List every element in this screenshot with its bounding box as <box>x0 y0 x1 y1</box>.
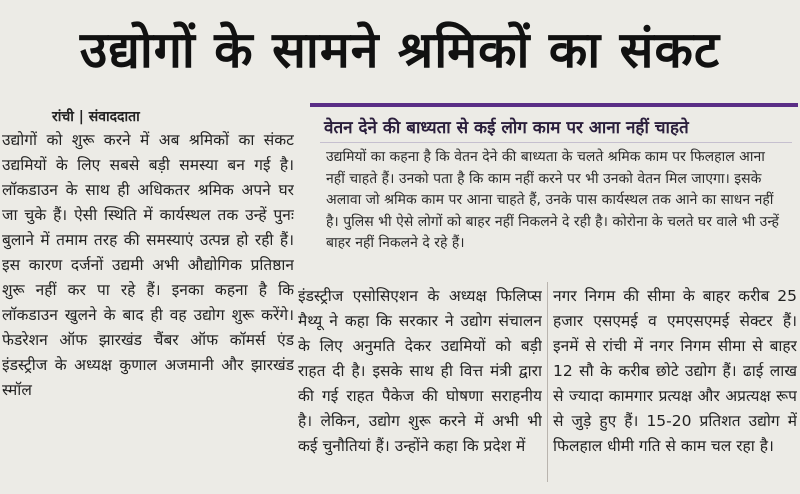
right-column <box>553 284 797 494</box>
highlight-box-title: वेतन देने की बाध्यता से कई लोग काम पर आना नहीं चाहते <box>324 118 689 138</box>
right-paragraph: नगर निगम की सीमा के बाहर करीब 25 हजार एसएमई व एमएसएमई सेक्टर हैं। इनमें से रांची में नगर निगम सीमा से बाहर 12 सौ के करीब छोटे उद्योग हैं। ढाई लाख से ज्यादा कामगार प्रत्यक्ष और अप्रत्यक्ष रूप से जुड़े हुए हैं। 15-20 प्रतिशत उद्योग में फिलहाल धीमी गति से काम चल रहा है। <box>553 287 797 455</box>
intro-column <box>2 128 294 494</box>
middle-column <box>298 284 542 494</box>
column-divider <box>547 282 548 482</box>
byline: रांची | संवाददाता <box>52 109 140 125</box>
headline: उद्योगों के सामने श्रमिकों का संकट <box>79 20 721 79</box>
highlight-box-text: उद्यमियों का कहना है कि वेतन देने की बाध्यता के चलते श्रमिक काम पर फिलहाल आना नहीं चाहते हैं। उनको पता है कि काम नहीं करने पर भी उनको वेतन मिल जाएगा। इसके अलावा जो श्रमिक काम पर आना चाहते हैं, उनके पास कार्यस्थल तक आने का साधन नहीं है। पुलिस भी ऐसे लोगों को बाहर नहीं निकलने दे रही है। कोरोना के चलते घर वाले भी उन्हें बाहर नहीं निकलने दे रहे हैं। <box>320 142 792 261</box>
intro-paragraph: उद्योगों को शुरू करने में अब श्रमिकों का संकट उद्यमियों के लिए सबसे बड़ी समस्या बन गई है। लॉकडाउन के साथ ही अधिकतर श्रमिक अपने घर जा चुके हैं। ऐसी स्थिति में कार्यस्थल तक उन्हें पुनः बुलाने में तमाम तरह की समस्याएं उत्पन्न हो रही हैं। इस कारण दर्जनों उद्यमी अभी औद्योगिक प्रतिष्ठान शुरू नहीं कर पा रहे हैं। इनका कहना है कि लॉकडाउन खुलने के बाद ही वह उद्योग शुरू करेंगे। फेडरेशन ऑफ झारखंड चैंबर ऑफ कॉमर्स एंड इंडस्ट्रीज के अध्यक्ष कुणाल अजमानी और झारखंड स्मॉल <box>2 131 294 399</box>
highlight-box <box>310 103 798 269</box>
middle-paragraph: इंडस्ट्रीज एसोसिएशन के अध्यक्ष फिलिप्स मैथ्यू ने कहा कि सरकार ने उद्योग संचालन के लिए अनुमति देकर उद्यमियों को बड़ी राहत दी है। इसके साथ ही वित्त मंत्री द्वारा की गई राहत पैकेज की घोषणा सराहनीय है। लेकिन, उद्योग शुरू करने में अभी भी कई चुनौतियां हैं। उन्होंने कहा कि प्रदेश में <box>298 287 542 455</box>
